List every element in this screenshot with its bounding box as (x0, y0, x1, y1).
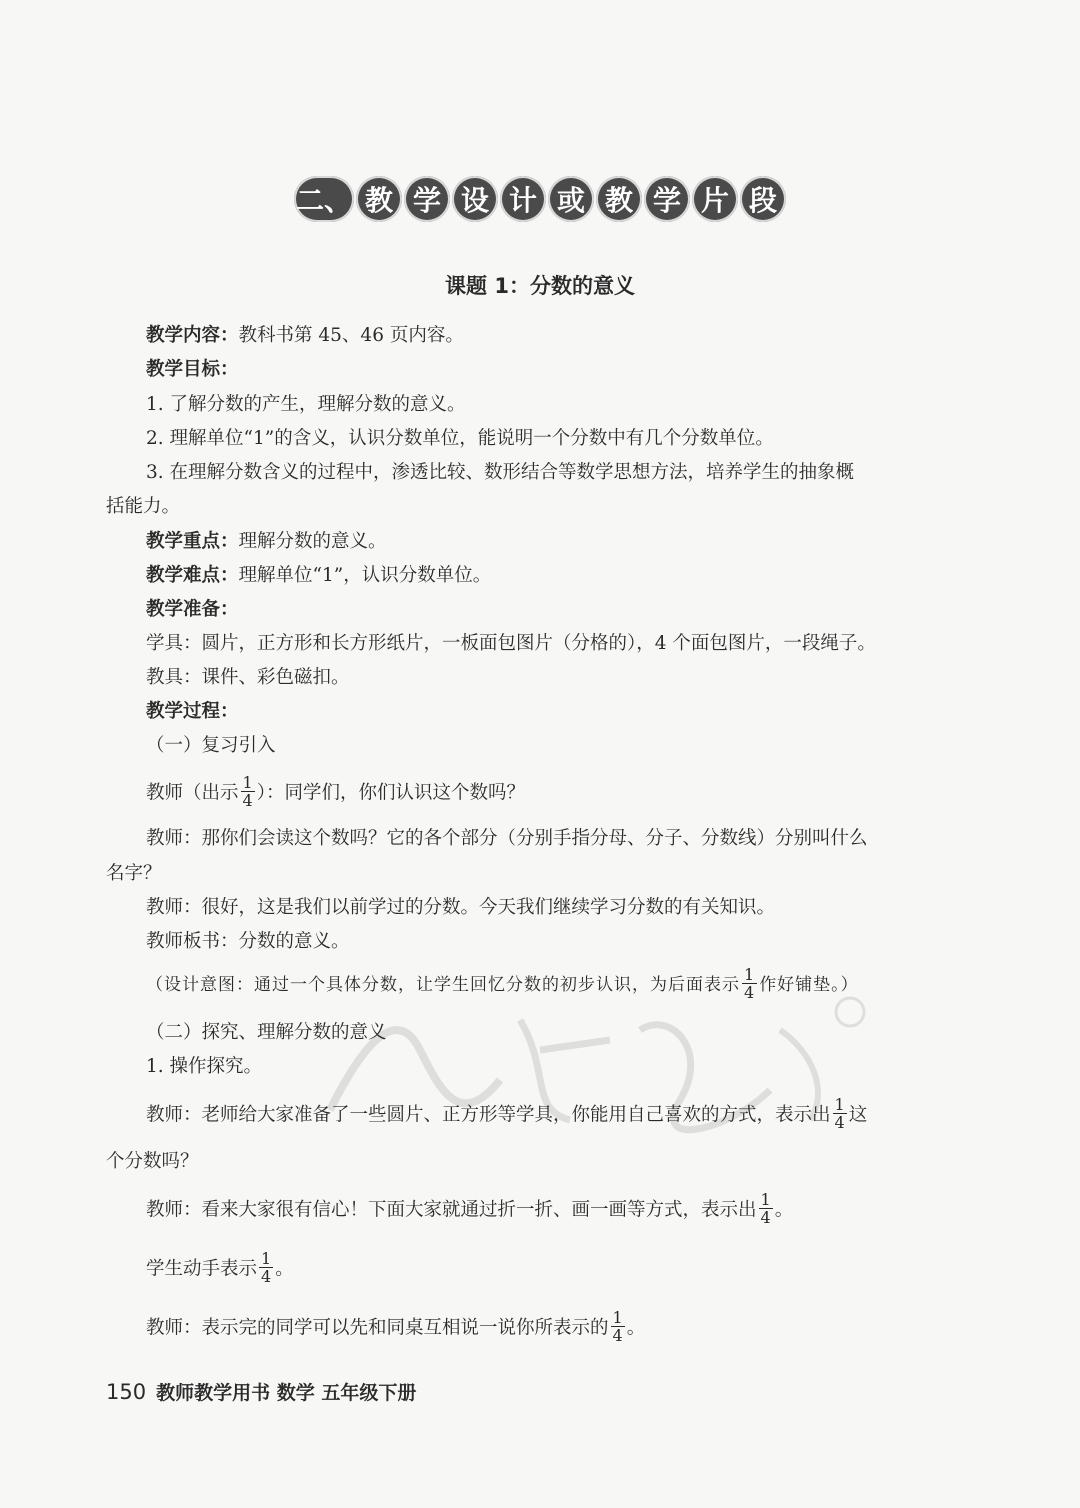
paragraph (146, 324, 464, 348)
denominator: 4 (760, 1208, 771, 1227)
text: 教师（出示 (146, 782, 239, 804)
paragraph: 名字？ (106, 863, 162, 884)
text: （设计意图：通过一个具体分数，让学生回忆分数的初步认识，为后面表示 (146, 975, 740, 995)
text: 作好铺垫。） (759, 975, 859, 995)
paragraph (146, 700, 239, 724)
fraction (241, 774, 255, 809)
heading-bubble: 学 (404, 176, 450, 222)
denominator: 4 (744, 983, 756, 1002)
heading-bubble: 学 (644, 176, 690, 222)
text: 教师：老师给大家准备了一些圆片、正方形等学具，你能用自己喜欢的方式，表示出 (146, 1104, 831, 1126)
text: ）：同学们，你们认识这个数吗？ (256, 782, 525, 804)
denominator: 4 (261, 1267, 272, 1286)
numerator: 1 (834, 1095, 845, 1114)
paragraph: 教具：课件、彩色磁扣。 (146, 667, 350, 688)
heading-bubble: 计 (500, 176, 546, 222)
fraction (259, 1250, 273, 1285)
text: 这 (848, 1104, 868, 1126)
numerator: 1 (612, 1308, 623, 1327)
heading-bubble: 教 (356, 176, 402, 222)
text: 理解分数的意义。 (238, 531, 387, 552)
heading-bubble: 段 (740, 176, 786, 222)
label: 教学目标： (146, 359, 239, 380)
text: 理解单位“1”，认识分数单位。 (238, 565, 492, 586)
heading-bubble: 二、 (294, 176, 354, 222)
page-footer (106, 1378, 416, 1405)
page-number: 150 (106, 1380, 147, 1404)
fraction (759, 1191, 773, 1226)
paragraph: 个分数吗？ (106, 1151, 199, 1172)
paragraph (146, 773, 525, 811)
lesson-title: 课题 1：分数的意义 (445, 274, 635, 298)
paragraph: 3. 在理解分数含义的过程中，渗透比较、数形结合等数学思想方法，培养学生的抽象概 (146, 462, 855, 483)
book-title: 教师教学用书 数学 五年级下册 (156, 1382, 417, 1404)
numerator: 1 (760, 1190, 771, 1209)
paragraph: 教师：很好，这是我们以前学过的分数。今天我们继续学习分数的有关知识。 (146, 897, 776, 918)
paragraph (146, 358, 239, 382)
numerator: 1 (744, 965, 756, 984)
paragraph: 括能力。 (106, 496, 181, 517)
paragraph (146, 1190, 794, 1228)
label: 教学难点： (146, 565, 239, 586)
paragraph: 教师板书：分数的意义。 (146, 931, 350, 952)
denominator: 4 (612, 1326, 623, 1345)
numerator: 1 (242, 773, 253, 792)
label: 教学重点： (146, 531, 239, 552)
text: 。 (774, 1199, 794, 1221)
paragraph (146, 598, 239, 622)
text: 教师：看来大家很有信心！下面大家就通过折一折、画一画等方式，表示出 (146, 1199, 757, 1221)
fraction (611, 1309, 625, 1344)
heading-bubble: 或 (548, 176, 594, 222)
text: 教师：表示完的同学可以先和同桌互相说一说你所表示的 (146, 1317, 609, 1339)
paragraph: （二）探究、理解分数的意义 (146, 1022, 387, 1043)
heading-bubble: 设 (452, 176, 498, 222)
heading-bubble: 片 (692, 176, 738, 222)
section-heading (0, 176, 1080, 222)
denominator: 4 (834, 1113, 845, 1132)
paragraph (146, 530, 387, 554)
label: 教学准备： (146, 599, 239, 620)
numerator: 1 (261, 1249, 272, 1268)
paragraph (146, 1249, 294, 1287)
text: 。 (275, 1258, 294, 1280)
paragraph: 1. 了解分数的产生，理解分数的意义。 (146, 394, 466, 415)
denominator: 4 (242, 791, 253, 810)
text: 。 (626, 1317, 646, 1339)
paragraph (146, 1308, 646, 1346)
label: 教学过程： (146, 701, 239, 722)
paragraph (146, 564, 491, 588)
heading-bubble: 教 (596, 176, 642, 222)
text: 教科书第 45、46 页内容。 (238, 325, 464, 346)
paragraph: 教师：那你们会读这个数吗？它的各个部分（分别手指分母、分子、分数线）分别叫什么 (146, 828, 868, 849)
paragraph: 2. 理解单位“1”的含义，认识分数单位，能说明一个分数中有几个分数单位。 (146, 428, 774, 449)
label: 教学内容： (146, 325, 239, 346)
paragraph: 1. 操作探究。 (146, 1056, 263, 1077)
paragraph: （一）复习引入 (146, 735, 276, 756)
paragraph: 学具：圆片，正方形和长方形纸片，一板面包图片（分格的），4 个面包图片，一段绳子。 (146, 633, 876, 654)
text: 学生动手表示 (146, 1258, 258, 1280)
watermark-calligraphy (310, 990, 870, 1140)
